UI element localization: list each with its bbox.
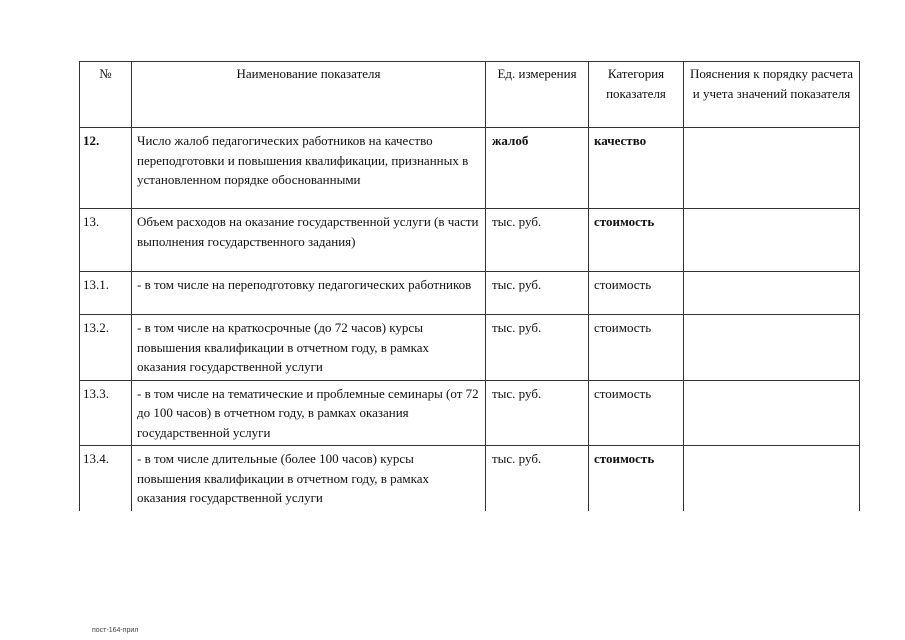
row-name: Число жалоб педагогических работников на качество переподготовки и повышения квалификации, признанных в установленном порядке обоснованными bbox=[132, 128, 486, 209]
row-name: - в том числе на тематические и проблемные семинары (от 72 до 100 часов) в отчетном году, в рамках оказания государственной услуги bbox=[132, 380, 486, 446]
row-unit: тыс. руб. bbox=[486, 380, 589, 446]
row-notes bbox=[684, 380, 860, 446]
header-num: № bbox=[80, 62, 132, 128]
row-unit: жалоб bbox=[486, 128, 589, 209]
header-category: Категория показателя bbox=[589, 62, 684, 128]
row-unit: тыс. руб. bbox=[486, 446, 589, 511]
table-row bbox=[80, 446, 860, 511]
row-name: - в том числе длительные (более 100 часов) курсы повышения квалификации в отчетном году, в рамках оказания государственной услуги bbox=[132, 446, 486, 511]
table-row bbox=[80, 128, 860, 209]
row-unit: тыс. руб. bbox=[486, 272, 589, 315]
row-category: стоимость bbox=[589, 209, 684, 272]
row-notes bbox=[684, 209, 860, 272]
row-notes bbox=[684, 272, 860, 315]
row-notes bbox=[684, 315, 860, 381]
footer-filename: пост-164-прил bbox=[92, 627, 139, 634]
row-name: - в том числе на краткосрочные (до 72 часов) курсы повышения квалификации в отчетном году, в рамках оказания государственной услуги bbox=[132, 315, 486, 381]
row-unit: тыс. руб. bbox=[486, 209, 589, 272]
row-notes bbox=[684, 128, 860, 209]
row-num: 13.4. bbox=[80, 446, 132, 511]
row-num: 13.1. bbox=[80, 272, 132, 315]
row-category: стоимость bbox=[589, 315, 684, 381]
table-header-row bbox=[80, 62, 860, 128]
row-category: стоимость bbox=[589, 380, 684, 446]
row-unit: тыс. руб. bbox=[486, 315, 589, 381]
row-num: 13.2. bbox=[80, 315, 132, 381]
row-category: стоимость bbox=[589, 446, 684, 511]
header-unit: Ед. измерения bbox=[486, 62, 589, 128]
row-name: - в том числе на переподготовку педагогических работников bbox=[132, 272, 486, 315]
row-num: 13.3. bbox=[80, 380, 132, 446]
table-row bbox=[80, 272, 860, 315]
table-row bbox=[80, 209, 860, 272]
row-num: 13. bbox=[80, 209, 132, 272]
row-num: 12. bbox=[80, 128, 132, 209]
row-category: качество bbox=[589, 128, 684, 209]
header-name: Наименование показателя bbox=[132, 62, 486, 128]
table-row bbox=[80, 380, 860, 446]
indicators-table-container bbox=[79, 61, 859, 511]
header-notes: Пояснения к порядку расчета и учета значений показателя bbox=[684, 62, 860, 128]
row-notes bbox=[684, 446, 860, 511]
indicators-table bbox=[79, 61, 860, 511]
table-row bbox=[80, 315, 860, 381]
row-name: Объем расходов на оказание государственной услуги (в части выполнения государственного задания) bbox=[132, 209, 486, 272]
row-category: стоимость bbox=[589, 272, 684, 315]
